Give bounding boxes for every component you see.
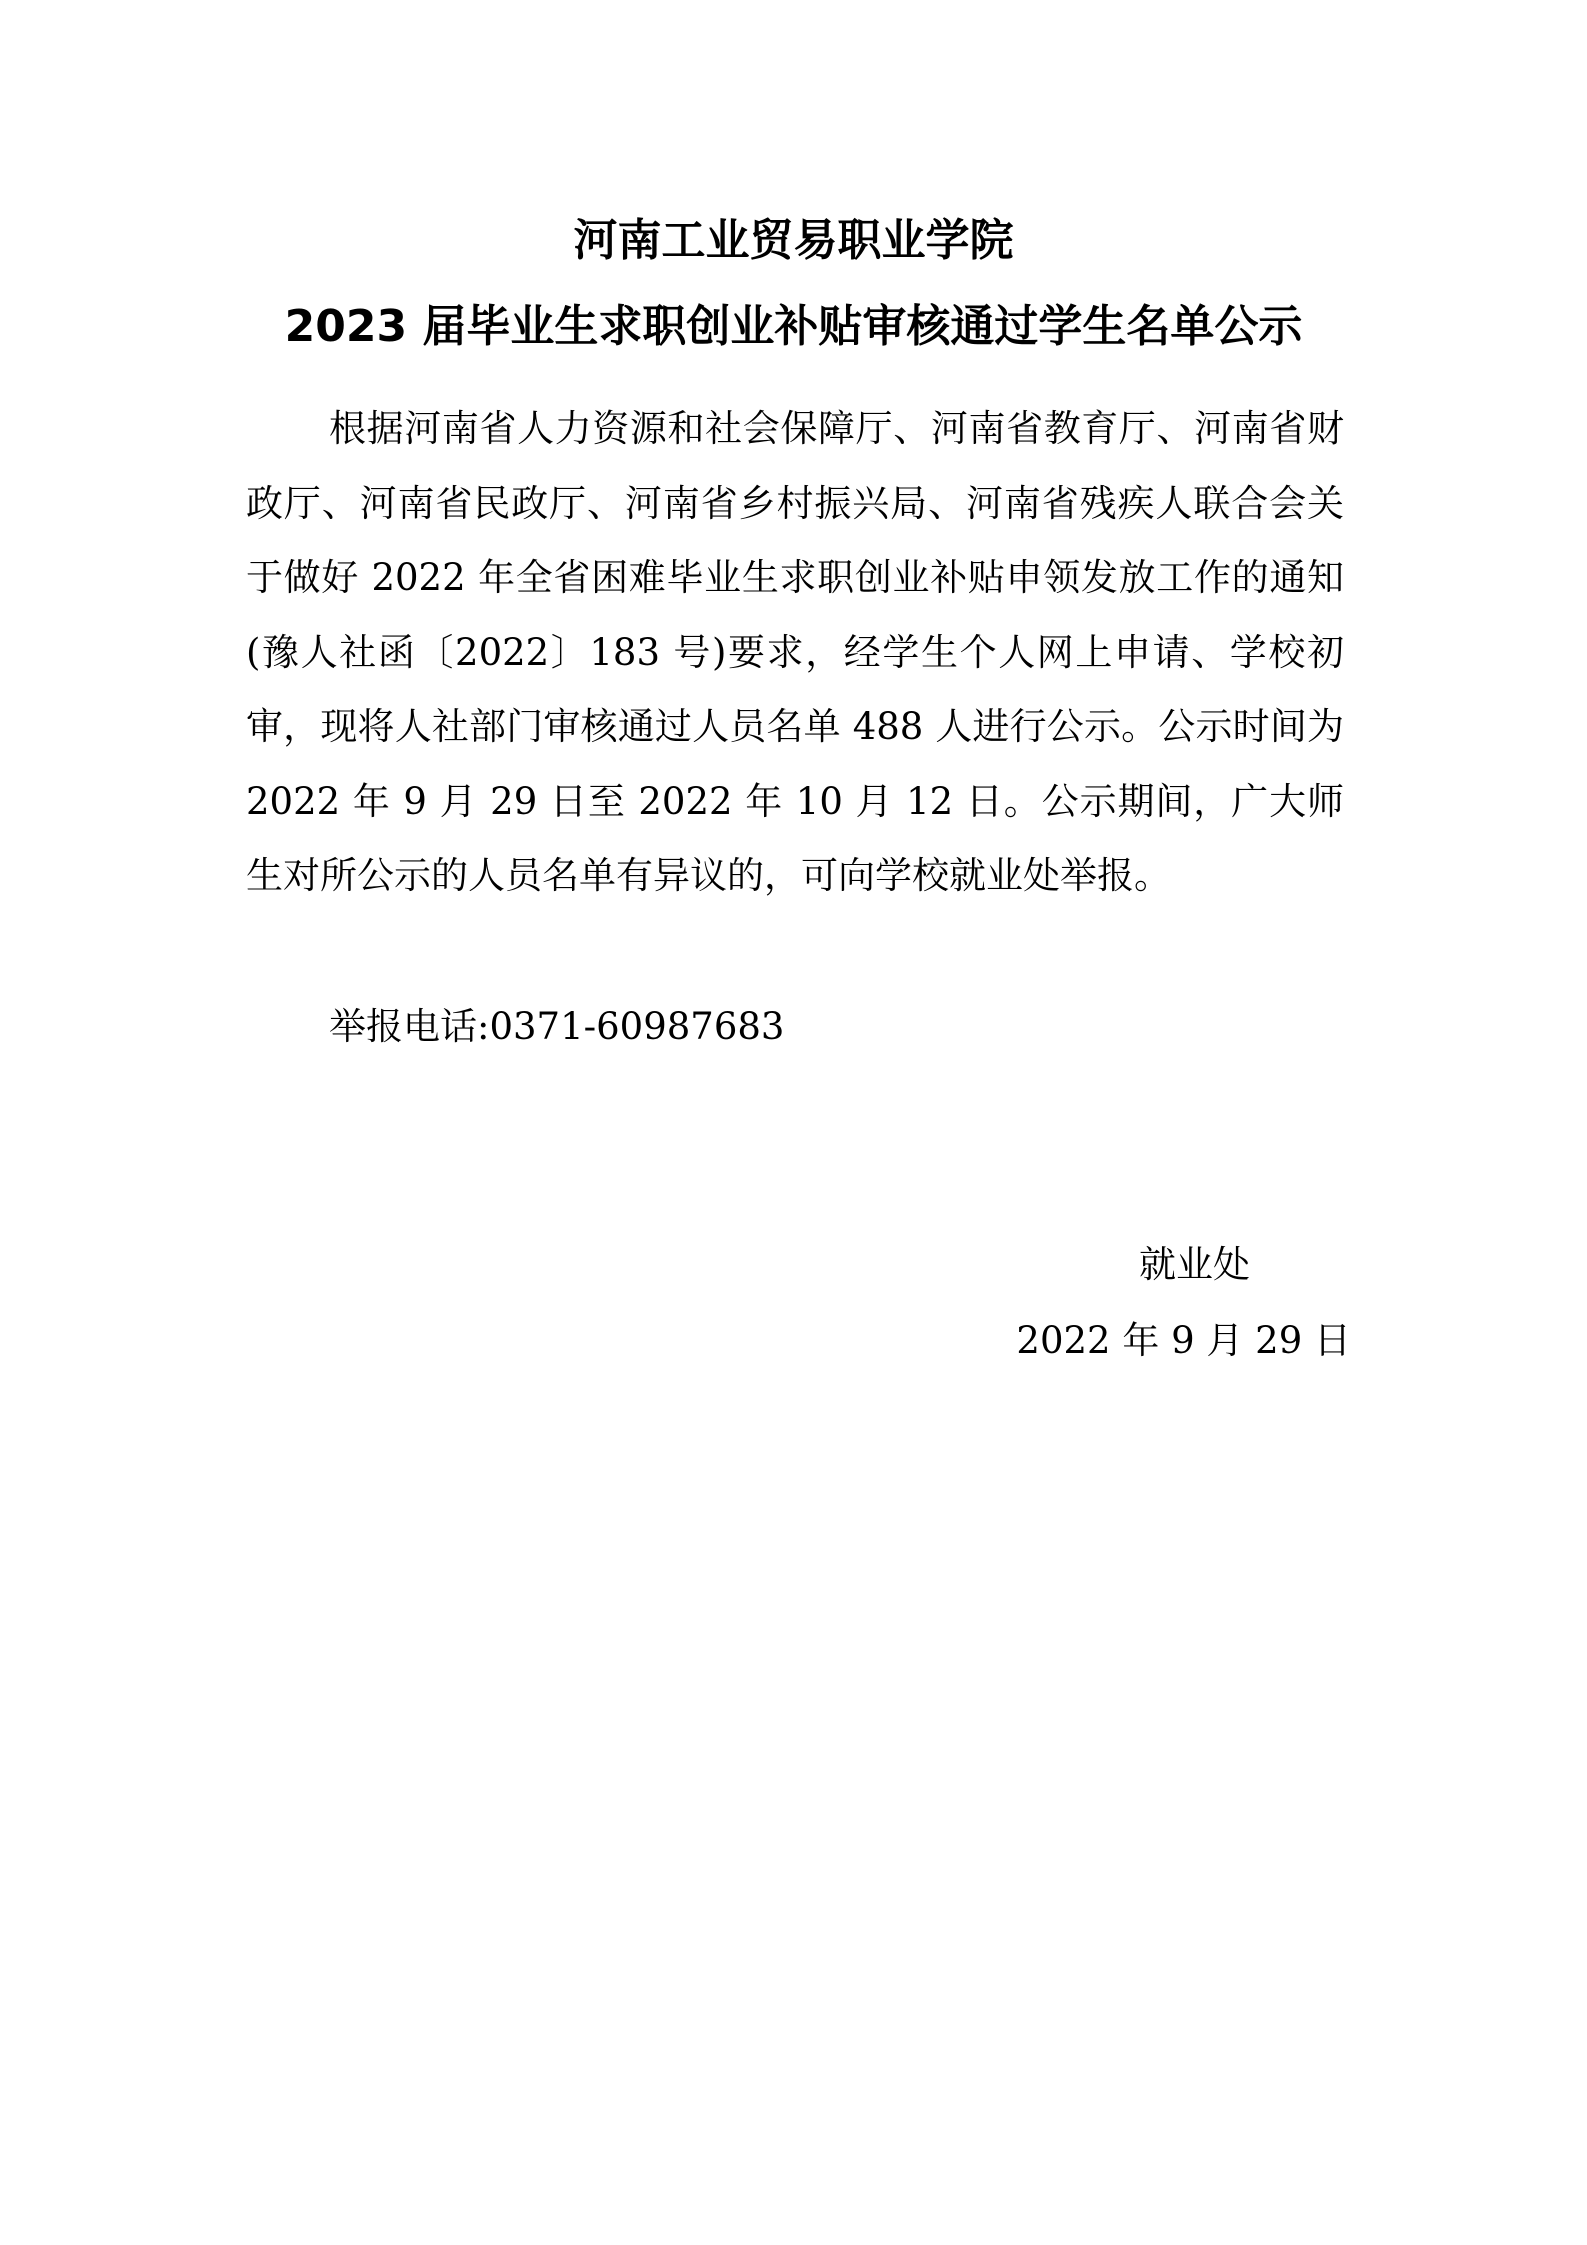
signature-date: 2022 年 9 月 29 日 xyxy=(1016,1319,1351,1362)
report-phone-line: 举报电话:0371-60987683 xyxy=(329,1005,785,1048)
body-paragraph: 根据河南省人力资源和社会保障厅、河南省教育厅、河南省财政厅、河南省民政厅、河南省乡村振兴局、河南省残疾人联合会关于做好 2022 年全省困难毕业生求职创业补贴申领发放工作的通知(豫人社函〔2022〕183 号)要求，经学生个人网上申请、学校初审，现将人社部门审核通过人员名单 488 人进行公示。公示时间为 2022 年 9 月 29 日至 2022 年 10 月 12 日。公示期间，广大师生对所公示的人员名单有异议的，可向学校就业处举报。 xyxy=(246,407,1344,897)
document-title: 河南工业贸易职业学院 xyxy=(573,215,1014,266)
signature-department: 就业处 xyxy=(1139,1243,1250,1286)
document-subtitle: 2023 届毕业生求职创业补贴审核通过学生名单公示 xyxy=(284,301,1303,352)
